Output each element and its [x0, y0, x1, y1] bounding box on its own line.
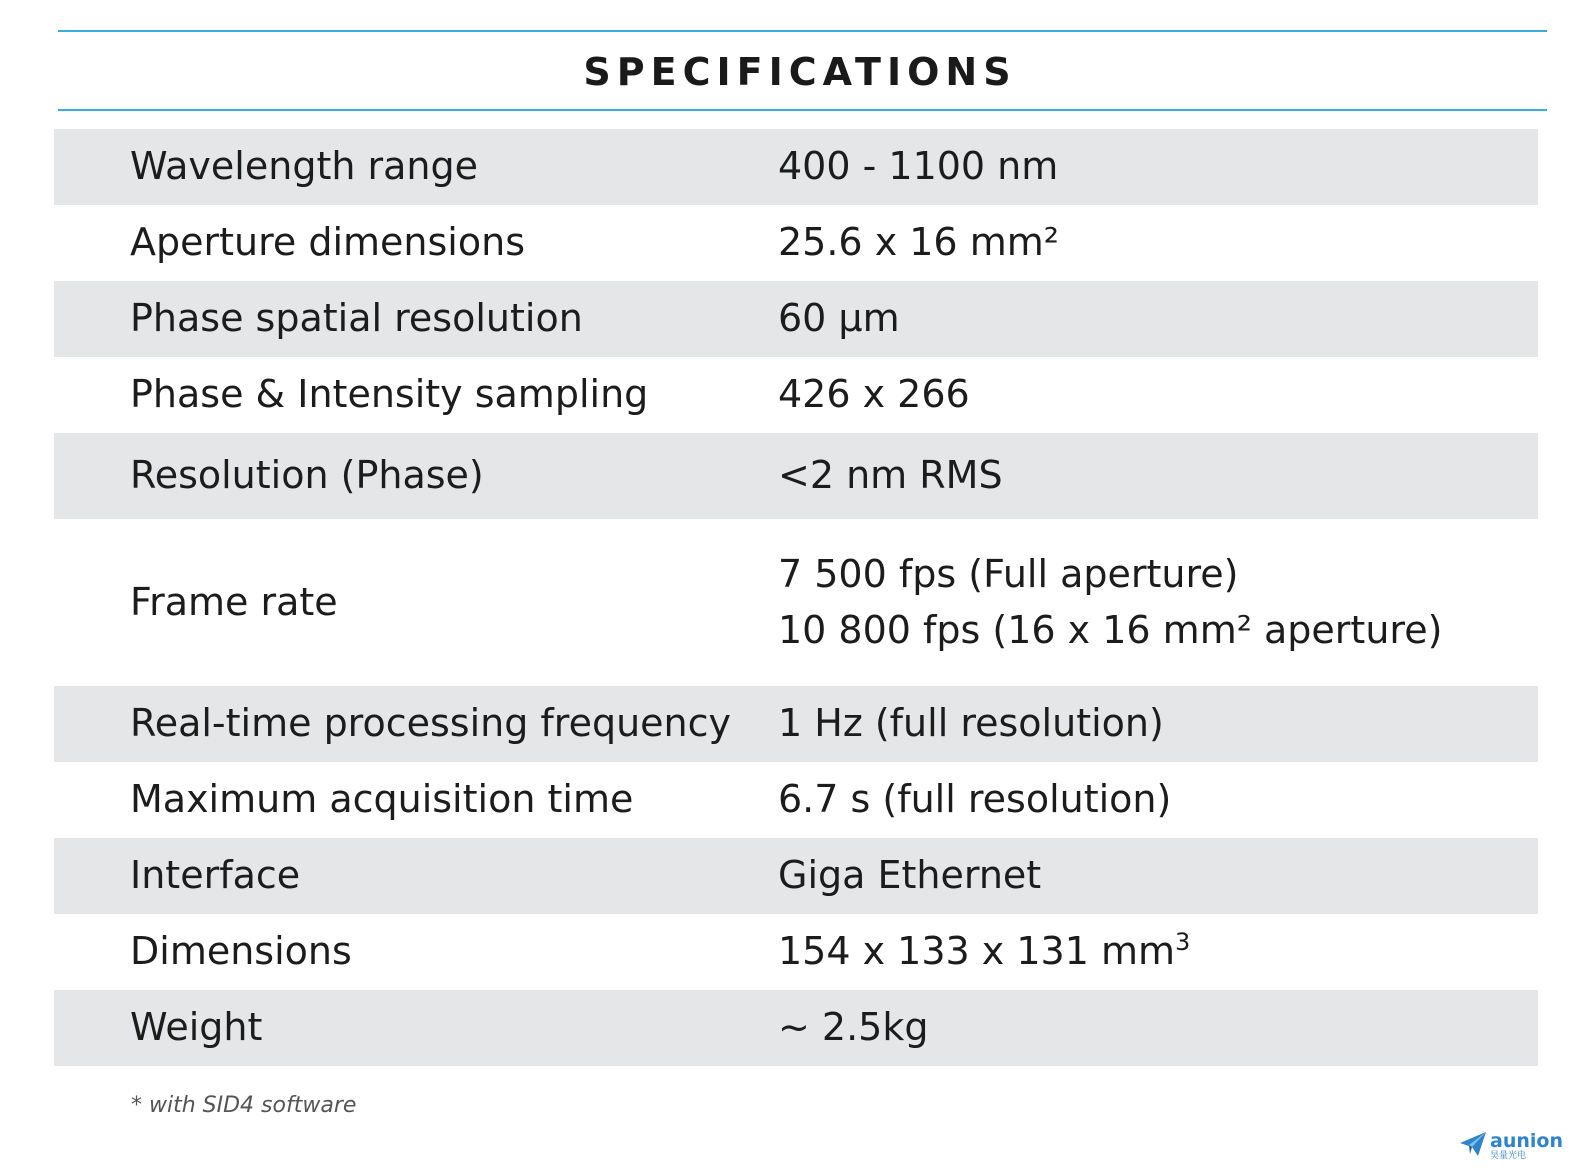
spec-label: Frame rate	[130, 579, 338, 624]
spec-row-dimensions	[54, 914, 1538, 990]
brand-logo	[1458, 1128, 1568, 1164]
spec-label: Interface	[130, 853, 301, 898]
spec-row-phase-intensity-sampling	[54, 357, 1538, 433]
spec-label: Weight	[130, 1005, 263, 1050]
logo-brand-text: aunion	[1490, 1130, 1563, 1152]
spec-value-exponent: 3	[1175, 928, 1191, 957]
spec-value: 6.7 s (full resolution)	[778, 777, 1172, 822]
spec-row-aperture-dimensions	[54, 205, 1538, 281]
spec-row-resolution-phase	[54, 433, 1538, 519]
spec-label: Aperture dimensions	[130, 220, 525, 265]
spec-value: 426 x 266	[778, 372, 970, 417]
spec-label: Resolution (Phase)	[130, 453, 484, 498]
spec-label: Dimensions	[130, 929, 352, 974]
logo-wordmark	[1490, 1131, 1563, 1161]
spec-value-multiline	[778, 547, 1538, 657]
spec-value: Giga Ethernet	[778, 853, 1042, 898]
spec-row-wavelength-range	[54, 129, 1538, 205]
spec-value: ~ 2.5kg	[778, 1005, 929, 1050]
spec-row-real-time-processing-frequency	[54, 686, 1538, 762]
spec-label: Real-time processing frequency	[130, 701, 732, 746]
spec-value: 60 µm	[778, 296, 900, 341]
page-title: SPECIFICATIONS	[583, 50, 1017, 94]
header-top-rule	[58, 30, 1547, 32]
spec-value-line: 7 500 fps (Full aperture)	[778, 552, 1239, 597]
spec-row-maximum-acquisition-time	[54, 762, 1538, 838]
spec-table	[54, 129, 1538, 1066]
spec-value: 400 - 1100 nm	[778, 144, 1059, 189]
spec-row-interface	[54, 838, 1538, 914]
spec-label: Wavelength range	[130, 144, 478, 189]
spec-value-line: 10 800 fps (16 x 16 mm² aperture)	[778, 607, 1443, 652]
spec-value: 154 x 133 x 131 mm	[778, 929, 1175, 974]
spec-row-frame-rate	[54, 519, 1538, 686]
spec-value: 1 Hz (full resolution)	[778, 701, 1164, 746]
footnote: * with SID4 software	[131, 1093, 357, 1118]
spec-value: 25.6 x 16 mm²	[778, 220, 1059, 265]
logo-brand-subtext: 昊量光电	[1490, 1151, 1527, 1161]
spec-label: Phase spatial resolution	[130, 296, 583, 341]
spec-value: <2 nm RMS	[778, 453, 1003, 498]
spec-row-weight	[54, 990, 1538, 1066]
spec-value-with-exponent	[778, 924, 1538, 979]
spec-row-phase-spatial-resolution	[54, 281, 1538, 357]
paper-plane-icon	[1458, 1129, 1488, 1163]
spec-label: Maximum acquisition time	[130, 777, 634, 822]
header-bottom-rule	[58, 109, 1547, 111]
spec-label: Phase & Intensity sampling	[130, 372, 649, 417]
